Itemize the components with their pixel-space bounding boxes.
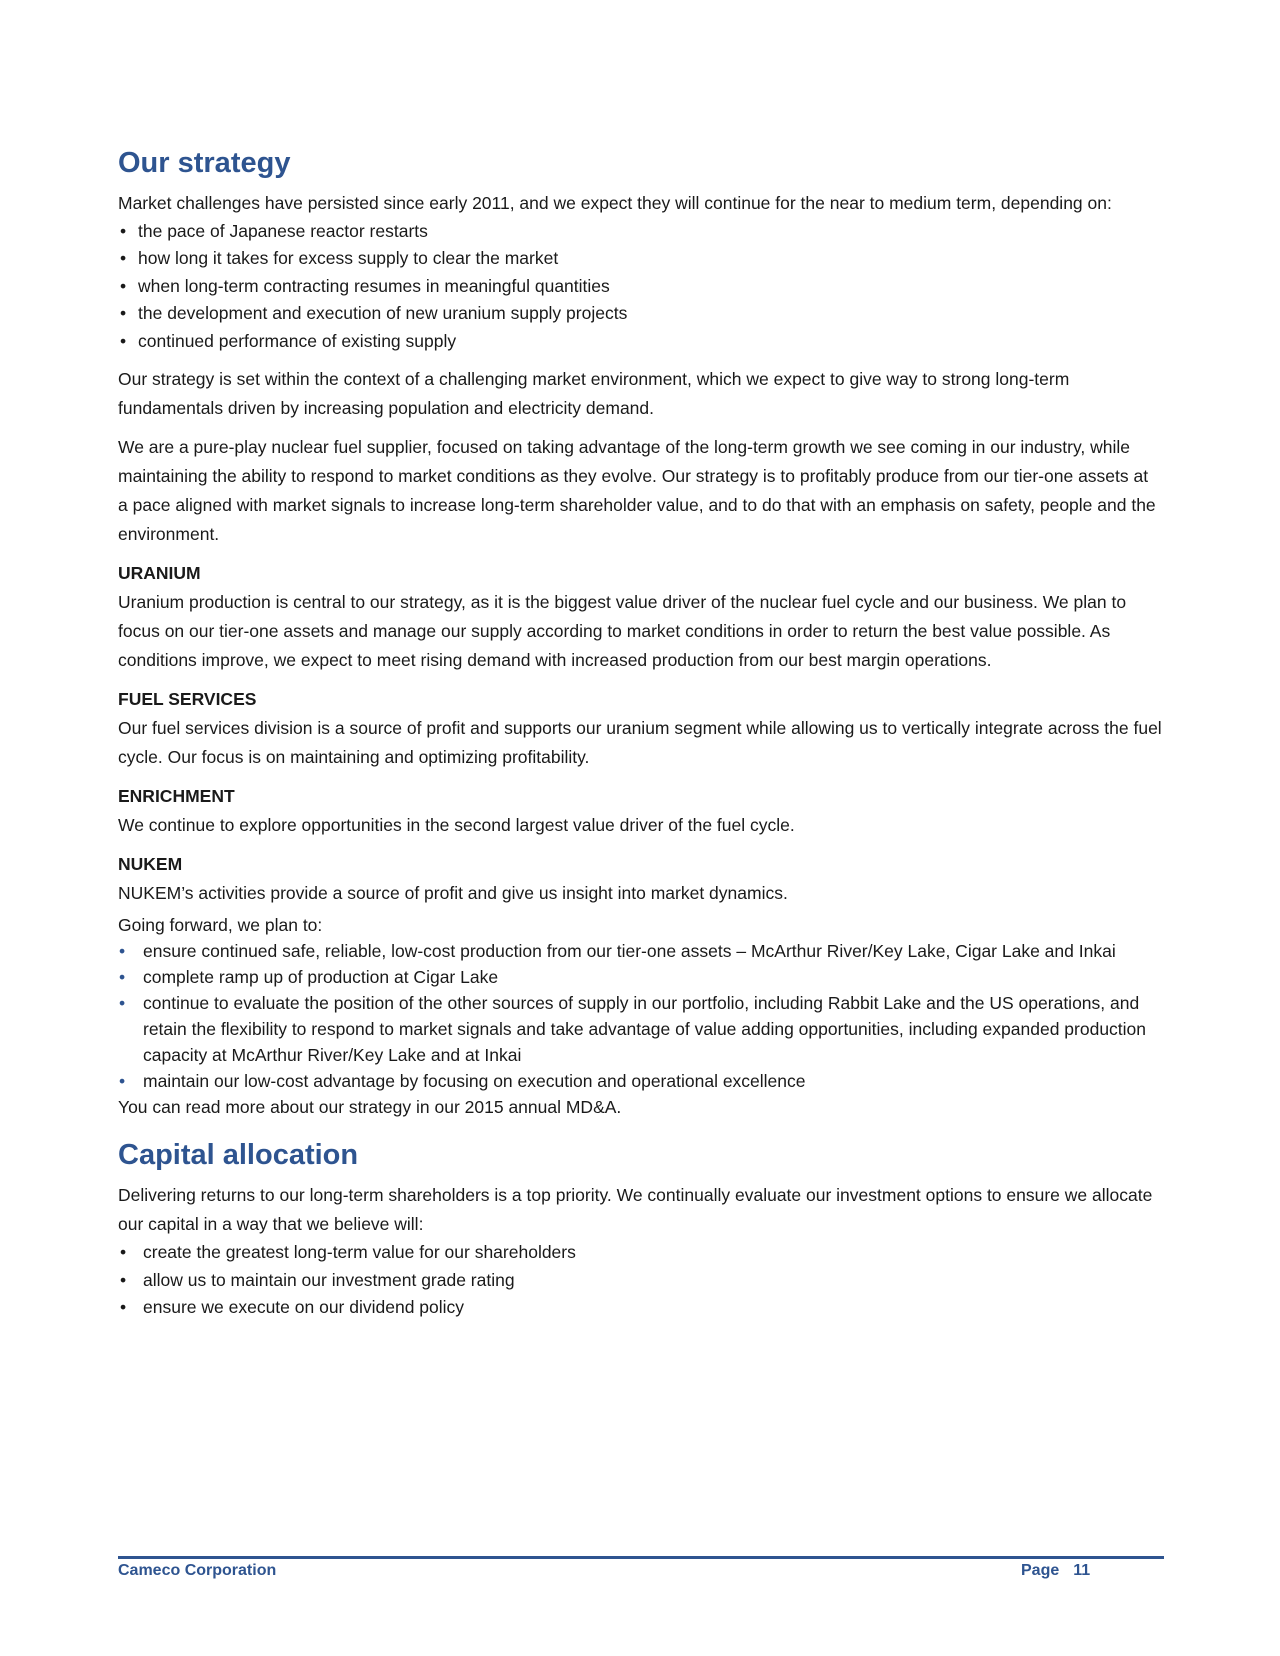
capital-intro: Delivering returns to our long-term shareholders is a top priority. We continually evaluate our investment options to ensure we allocate our capital in a way that we believe will: xyxy=(118,1185,1153,1235)
list-item: • create the greatest long-term value for our shareholders xyxy=(118,1239,1162,1267)
list-item: • the development and execution of new uranium supply projects xyxy=(118,300,1162,328)
list-item: • complete ramp up of production at Cigar Lake xyxy=(118,964,1162,990)
market-challenges-list xyxy=(118,218,1162,356)
bullet-icon: • xyxy=(120,275,127,296)
footer-page-number xyxy=(1021,1562,1090,1580)
bullet-icon: • xyxy=(119,967,126,988)
subheading-nukem: NUKEM xyxy=(118,854,183,875)
document-page xyxy=(118,146,1162,1332)
bullet-icon: • xyxy=(120,303,127,324)
read-more-text: You can read more about our strategy in our 2015 annual MD&A. xyxy=(118,1097,622,1118)
bullet-icon: • xyxy=(120,220,127,241)
footer-company-name: Cameco Corporation xyxy=(118,1562,277,1579)
list-item: • continued performance of existing supply xyxy=(118,328,1162,356)
list-item: • ensure we execute on our dividend policy xyxy=(118,1294,1162,1322)
going-forward-list xyxy=(118,938,1162,1094)
strategy-intro: Market challenges have persisted since early 2011, and we expect they will continue for the near to medium term, depending on: xyxy=(118,192,1112,213)
list-item: • the pace of Japanese reactor restarts xyxy=(118,218,1162,246)
list-item: • ensure continued safe, reliable, low-cost production from our tier-one assets – McArthur River/Key Lake, Cigar Lake and Inkai xyxy=(118,938,1162,964)
list-item: • when long-term contracting resumes in meaningful quantities xyxy=(118,273,1162,301)
bullet-icon: • xyxy=(120,330,127,351)
bullet-icon: • xyxy=(119,993,126,1014)
strategy-pure-play-paragraph: We are a pure-play nuclear fuel supplier, focused on taking advantage of the long-term growth we see coming in our industry, while maintaining the ability to respond to market conditions as they evolve. Our strategy is to profitably produce from our tier-one assets at a pace aligned with market signals to increase long-term shareholder value, and to do that with an emphasis on safety, people and the environment. xyxy=(118,437,1156,545)
nukem-paragraph: NUKEM’s activities provide a source of profit and give us insight into market dynamics. xyxy=(118,883,788,904)
page-label: Page xyxy=(1021,1562,1060,1579)
going-forward-intro: Going forward, we plan to: xyxy=(118,915,323,936)
heading-capital-allocation: Capital allocation xyxy=(118,1139,359,1172)
strategy-context-paragraph: Our strategy is set within the context of a challenging market environment, which we expect to give way to strong long-term fundamentals driven by increasing population and electricity demand. xyxy=(118,369,1070,419)
bullet-icon: • xyxy=(120,1269,127,1290)
page-number: 11 xyxy=(1073,1562,1091,1579)
bullet-icon: • xyxy=(119,941,126,962)
enrichment-paragraph: We continue to explore opportunities in the second largest value driver of the fuel cycle. xyxy=(118,815,795,836)
subheading-uranium: URANIUM xyxy=(118,563,201,584)
bullet-icon: • xyxy=(119,1071,126,1092)
subheading-enrichment: ENRICHMENT xyxy=(118,786,235,807)
bullet-icon: • xyxy=(120,1242,127,1263)
list-item: • continue to evaluate the position of the other sources of supply in our portfolio, including Rabbit Lake and the US operations, and retain the flexibility to respond to market signals and take advantage of value adding opportunities, including expanded production capacity at McArthur River/Key Lake and at Inkai xyxy=(118,990,1162,1068)
fuel-services-paragraph: Our fuel services division is a source of profit and supports our uranium segment while allowing us to vertically integrate across the fuel cycle. Our focus is on maintaining and optimizing profitability. xyxy=(118,718,1162,768)
list-item: • maintain our low-cost advantage by focusing on execution and operational excellence xyxy=(118,1068,1162,1094)
footer-divider xyxy=(118,1556,1164,1559)
heading-our-strategy: Our strategy xyxy=(118,147,291,179)
uranium-paragraph: Uranium production is central to our strategy, as it is the biggest value driver of the nuclear fuel cycle and our business. We plan to focus on our tier-one assets and manage our supply according to market conditions in order to return the best value possible. As conditions improve, we expect to meet rising demand with increased production from our best margin operations. xyxy=(118,592,1127,671)
capital-allocation-list xyxy=(118,1239,1162,1322)
subheading-fuel-services: FUEL SERVICES xyxy=(118,689,257,710)
bullet-icon: • xyxy=(120,1297,127,1318)
list-item: • how long it takes for excess supply to clear the market xyxy=(118,245,1162,273)
list-item: • allow us to maintain our investment grade rating xyxy=(118,1267,1162,1295)
bullet-icon: • xyxy=(120,248,127,269)
